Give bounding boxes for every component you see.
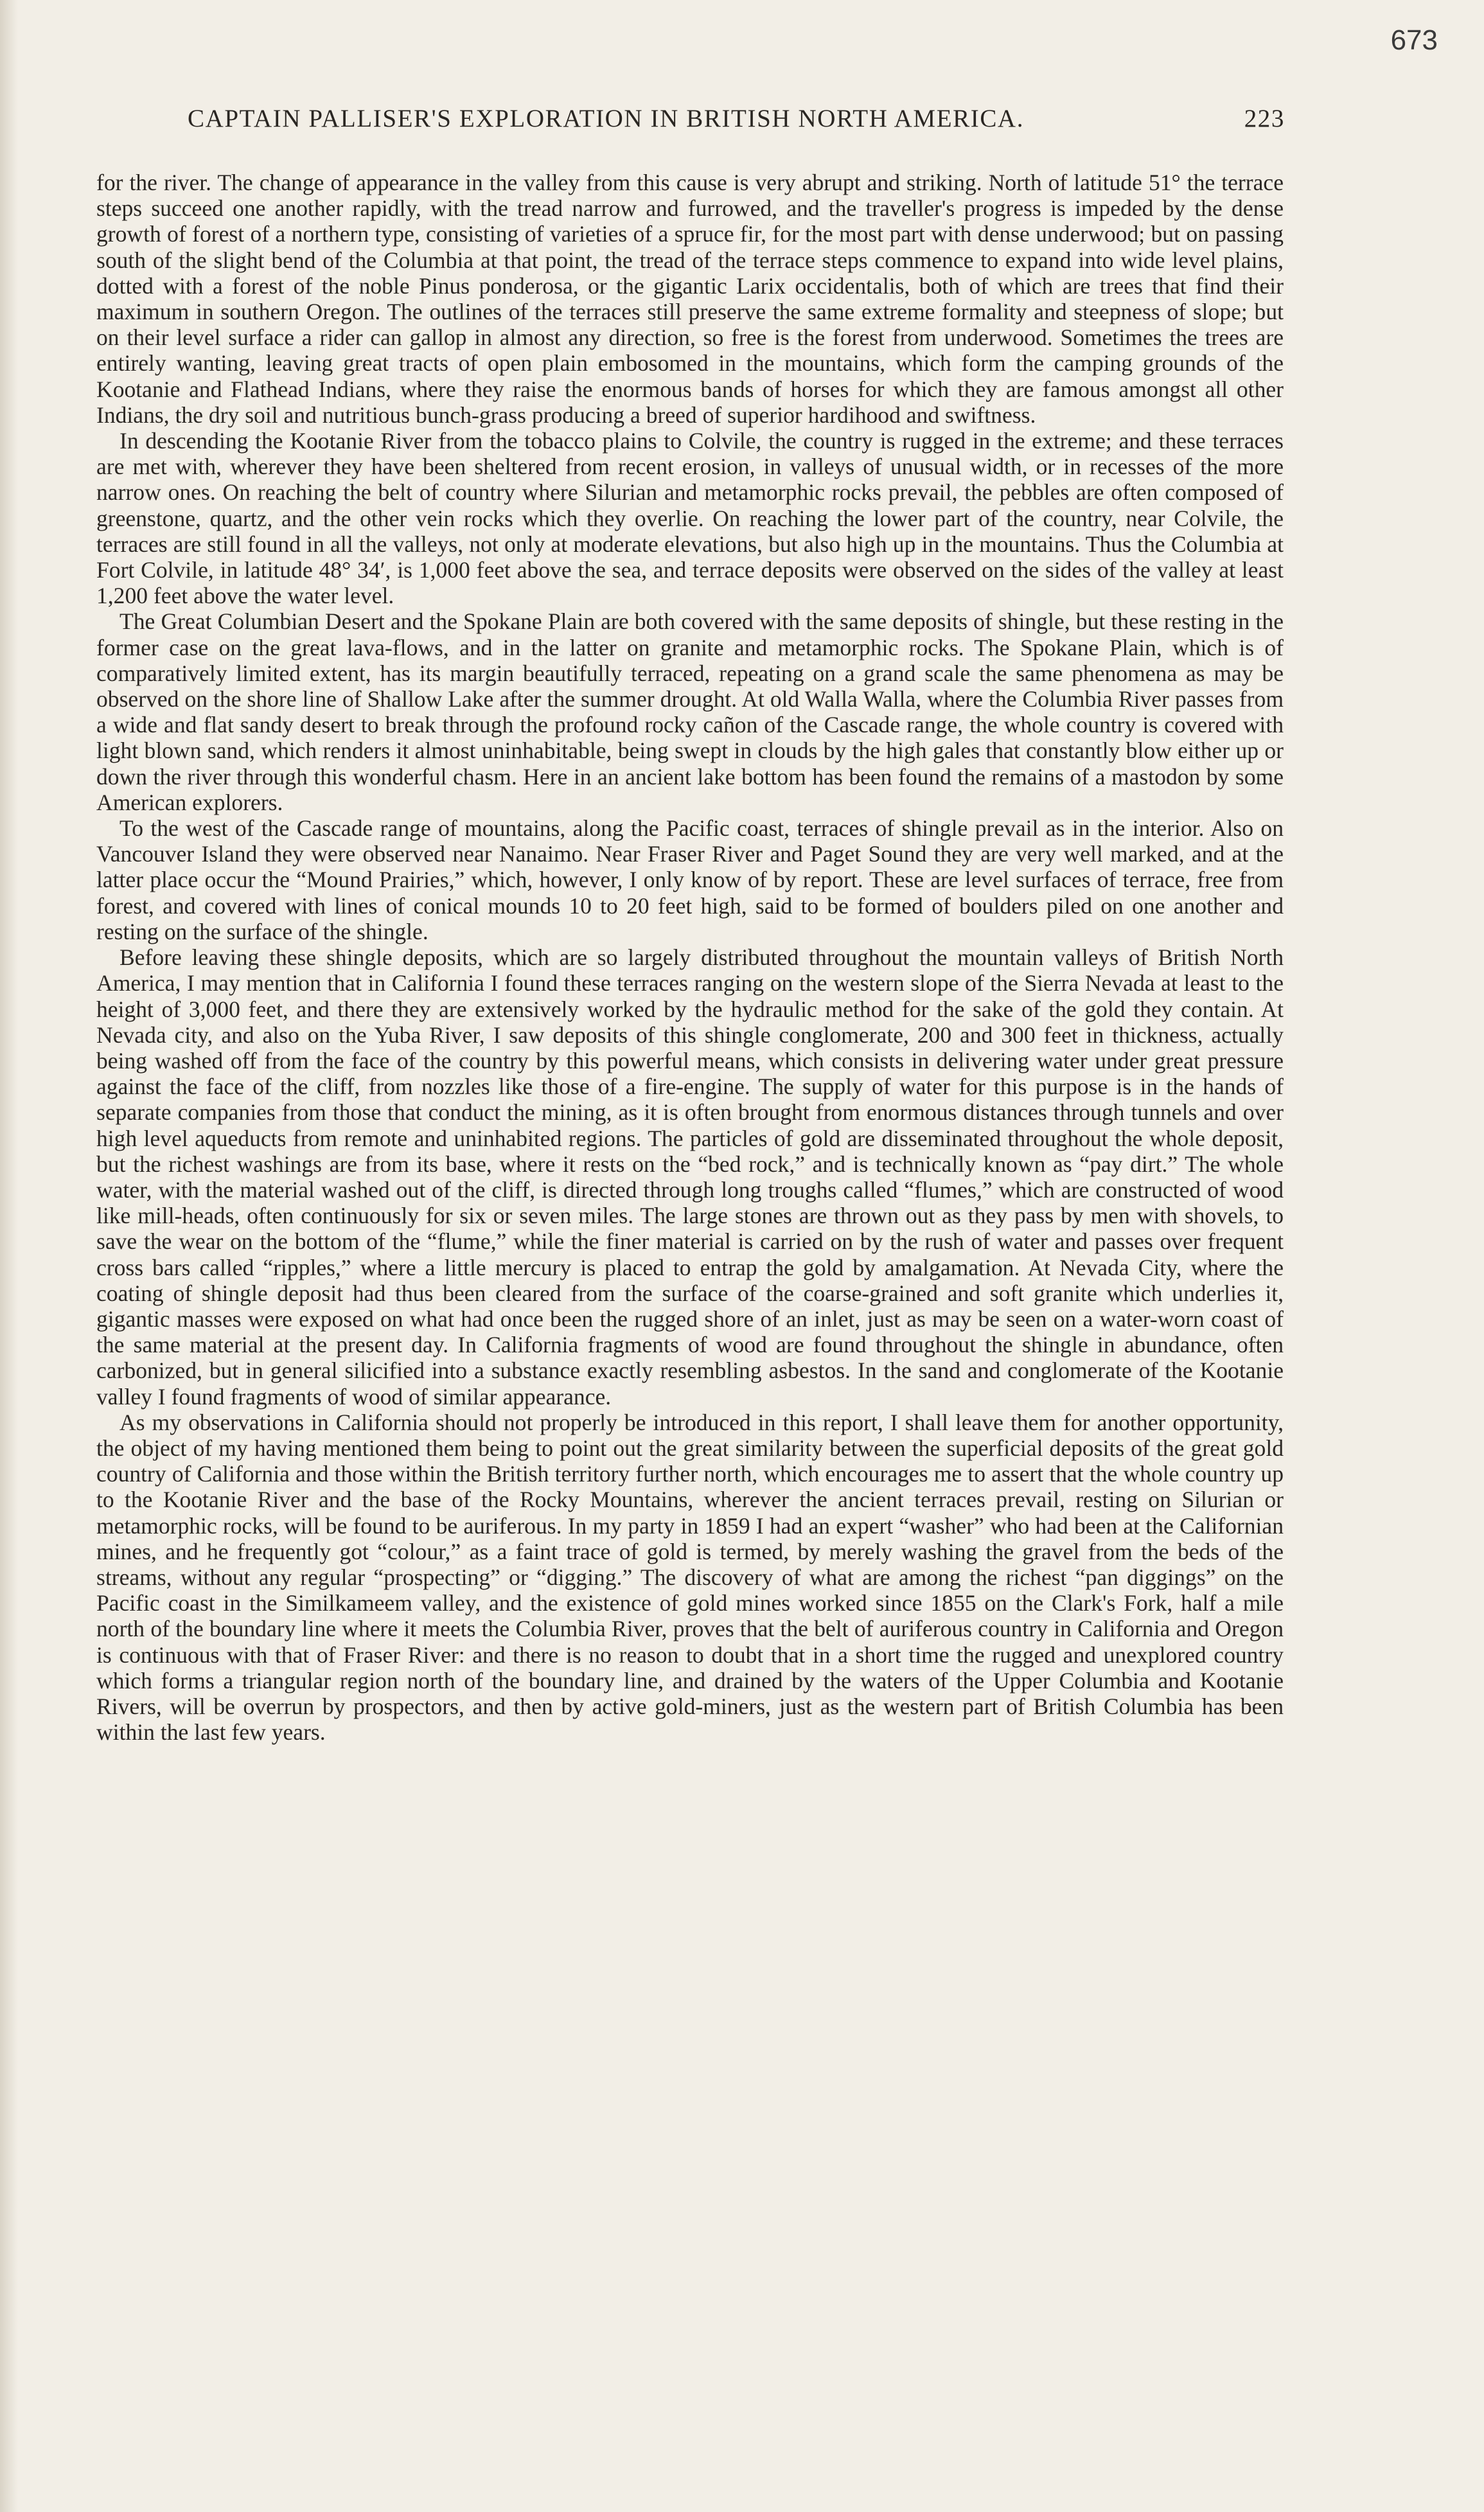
page-edge-shadow bbox=[0, 0, 18, 2512]
folio-number: 673 bbox=[1390, 24, 1438, 56]
paragraph: To the west of the Cascade range of mountains, along the Pacific coast, terraces of shingle prevail as in the interior. Also on Vancouver Island they were observed near Nanaimo. Near Fraser River and Paget Sound they are very well marked, and at the latter place occur the “Mound Prairies,” which, however, I only know of by report. These are level surfaces of terrace, free from forest, and covered with lines of conical mounds 10 to 20 feet high, said to be formed of boulders piled on one another and resting on the surface of the shingle. bbox=[96, 815, 1284, 944]
paragraph: As my observations in California should not properly be introduced in this report, I shall leave them for another opportunity, the object of my having mentioned them being to point out the great similarity between the superficial deposits of the great gold country of California and those within the British territory further north, which encourages me to assert that the whole country up to the Kootanie River and the base of the Rocky Mountains, wherever the ancient terraces prevail, resting on Silurian or metamorphic rocks, will be found to be auriferous. In my party in 1859 I had an expert “washer” who had been at the Californian mines, and he frequently got “colour,” as a faint trace of gold is termed, by merely washing the gravel from the beds of the streams, without any regular “prospecting” or “digging.” The discovery of what are among the richest “pan diggings” on the Pacific coast in the Similkameem valley, and the existence of gold mines worked since 1855 on the Clark's Fork, half a mile north of the boundary line where it meets the Columbia River, proves that the belt of auriferous country in California and Oregon is continuous with that of Fraser River: and there is no reason to doubt that in a short time the rugged and unexplored country which forms a triangular region north of the boundary line, and drained by the waters of the Upper Columbia and Kootanie Rivers, will be overrun by prospectors, and then by active gold-miners, just as the western part of British Columbia has been within the last few years. bbox=[96, 1409, 1284, 1746]
running-head-title: CAPTAIN PALLISER'S EXPLORATION IN BRITISH NORTH AMERICA. bbox=[188, 105, 1025, 132]
paragraph: The Great Columbian Desert and the Spokane Plain are both covered with the same deposits of shingle, but these resting in the former case on the great lava-flows, and in the latter on granite and metamorphic rocks. The Spokane Plain, which is of comparatively limited extent, has its margin beautifully terraced, repeating on a grand scale the same phenomena as may be observed on the shore line of Shallow Lake after the summer drought. At old Walla Walla, where the Columbia River passes from a wide and flat sandy desert to break through the profound rocky cañon of the Cascade range, the whole country is covered with light blown sand, which renders it almost uninhabitable, being swept in clouds by the high gales that constantly blow either up or down the river through this wonderful chasm. Here in an ancient lake bottom has been found the remains of a mastodon by some American explorers. bbox=[96, 608, 1284, 815]
body-text bbox=[96, 170, 1284, 1745]
paragraph: for the river. The change of appearance in the valley from this cause is very abrupt and striking. North of latitude 51° the terrace steps succeed one another rapidly, with the tread narrow and furrowed, and the traveller's progress is impeded by the dense growth of forest of a northern type, consisting of varieties of a spruce fir, for the most part with dense underwood; but on passing south of the slight bend of the Columbia at that point, the tread of the terrace steps commence to expand into wide level plains, dotted with a forest of the noble Pinus ponderosa, or the gigantic Larix occidentalis, both of which are trees that find their maximum in southern Oregon. The outlines of the terraces still preserve the same extreme formality and steepness of slope; but on their level surface a rider can gallop in almost any direction, so free is the forest from underwood. Sometimes the trees are entirely wanting, leaving great tracts of open plain embosomed in the mountains, which form the camping grounds of the Kootanie and Flathead Indians, where they raise the enormous bands of horses for which they are famous amongst all other Indians, the dry soil and nutritious bunch-grass producing a breed of superior hardihood and swiftness. bbox=[96, 170, 1284, 428]
page-number: 223 bbox=[1244, 105, 1285, 132]
paragraph: In descending the Kootanie River from the tobacco plains to Colvile, the country is rugged in the extreme; and these terraces are met with, wherever they have been sheltered from recent erosion, in valleys of unusual width, or in recesses of the more narrow ones. On reaching the belt of country where Silurian and metamorphic rocks prevail, the pebbles are often composed of greenstone, quartz, and the other vein rocks which they overlie. On reaching the lower part of the country, near Colvile, the terraces are still found in all the valleys, not only at moderate elevations, but also high up in the mountains. Thus the Columbia at Fort Colvile, in latitude 48° 34′, is 1,000 feet above the sea, and terrace deposits were observed on the sides of the valley at least 1,200 feet above the water level. bbox=[96, 428, 1284, 609]
paragraph: Before leaving these shingle deposits, which are so largely distributed throughout the mountain valleys of British North America, I may mention that in California I found these terraces ranging on the western slope of the Sierra Nevada at least to the height of 3,000 feet, and there they are extensively worked by the hydraulic method for the sake of the gold they contain. At Nevada city, and also on the Yuba River, I saw deposits of this shingle conglomerate, 200 and 300 feet in thickness, actually being washed off from the face of the country by this powerful means, which consists in delivering water under great pressure against the face of the cliff, from nozzles like those of a fire-engine. The supply of water for this purpose is in the hands of separate companies from those that conduct the mining, as it is often brought from enormous distances through tunnels and over high level aqueducts from remote and uninhabited regions. The particles of gold are disseminated throughout the whole deposit, but the richest washings are from its base, where it rests on the “bed rock,” and is technically known as “pay dirt.” The whole water, with the material washed out of the cliff, is directed through long troughs called “flumes,” which are constructed of wood like mill-heads, often continuously for six or seven miles. The large stones are thrown out as they pass by men with shovels, to save the wear on the bottom of the “flume,” while the finer material is carried on by the rush of water and passes over frequent cross bars called “ripples,” where a little mercury is placed to entrap the gold by amalgamation. At Nevada City, where the coating of shingle deposit had thus been cleared from the surface of the coarse-grained and soft granite which underlies it, gigantic masses were exposed on what had once been the rugged shore of an inlet, just as may be seen on a water-worn coast of the same material at the present day. In California fragments of wood are found throughout the shingle in abundance, often carbonized, but in general silicified into a substance exactly resembling asbestos. In the sand and conglomerate of the Kootanie valley I found fragments of wood of similar appearance. bbox=[96, 944, 1284, 1410]
